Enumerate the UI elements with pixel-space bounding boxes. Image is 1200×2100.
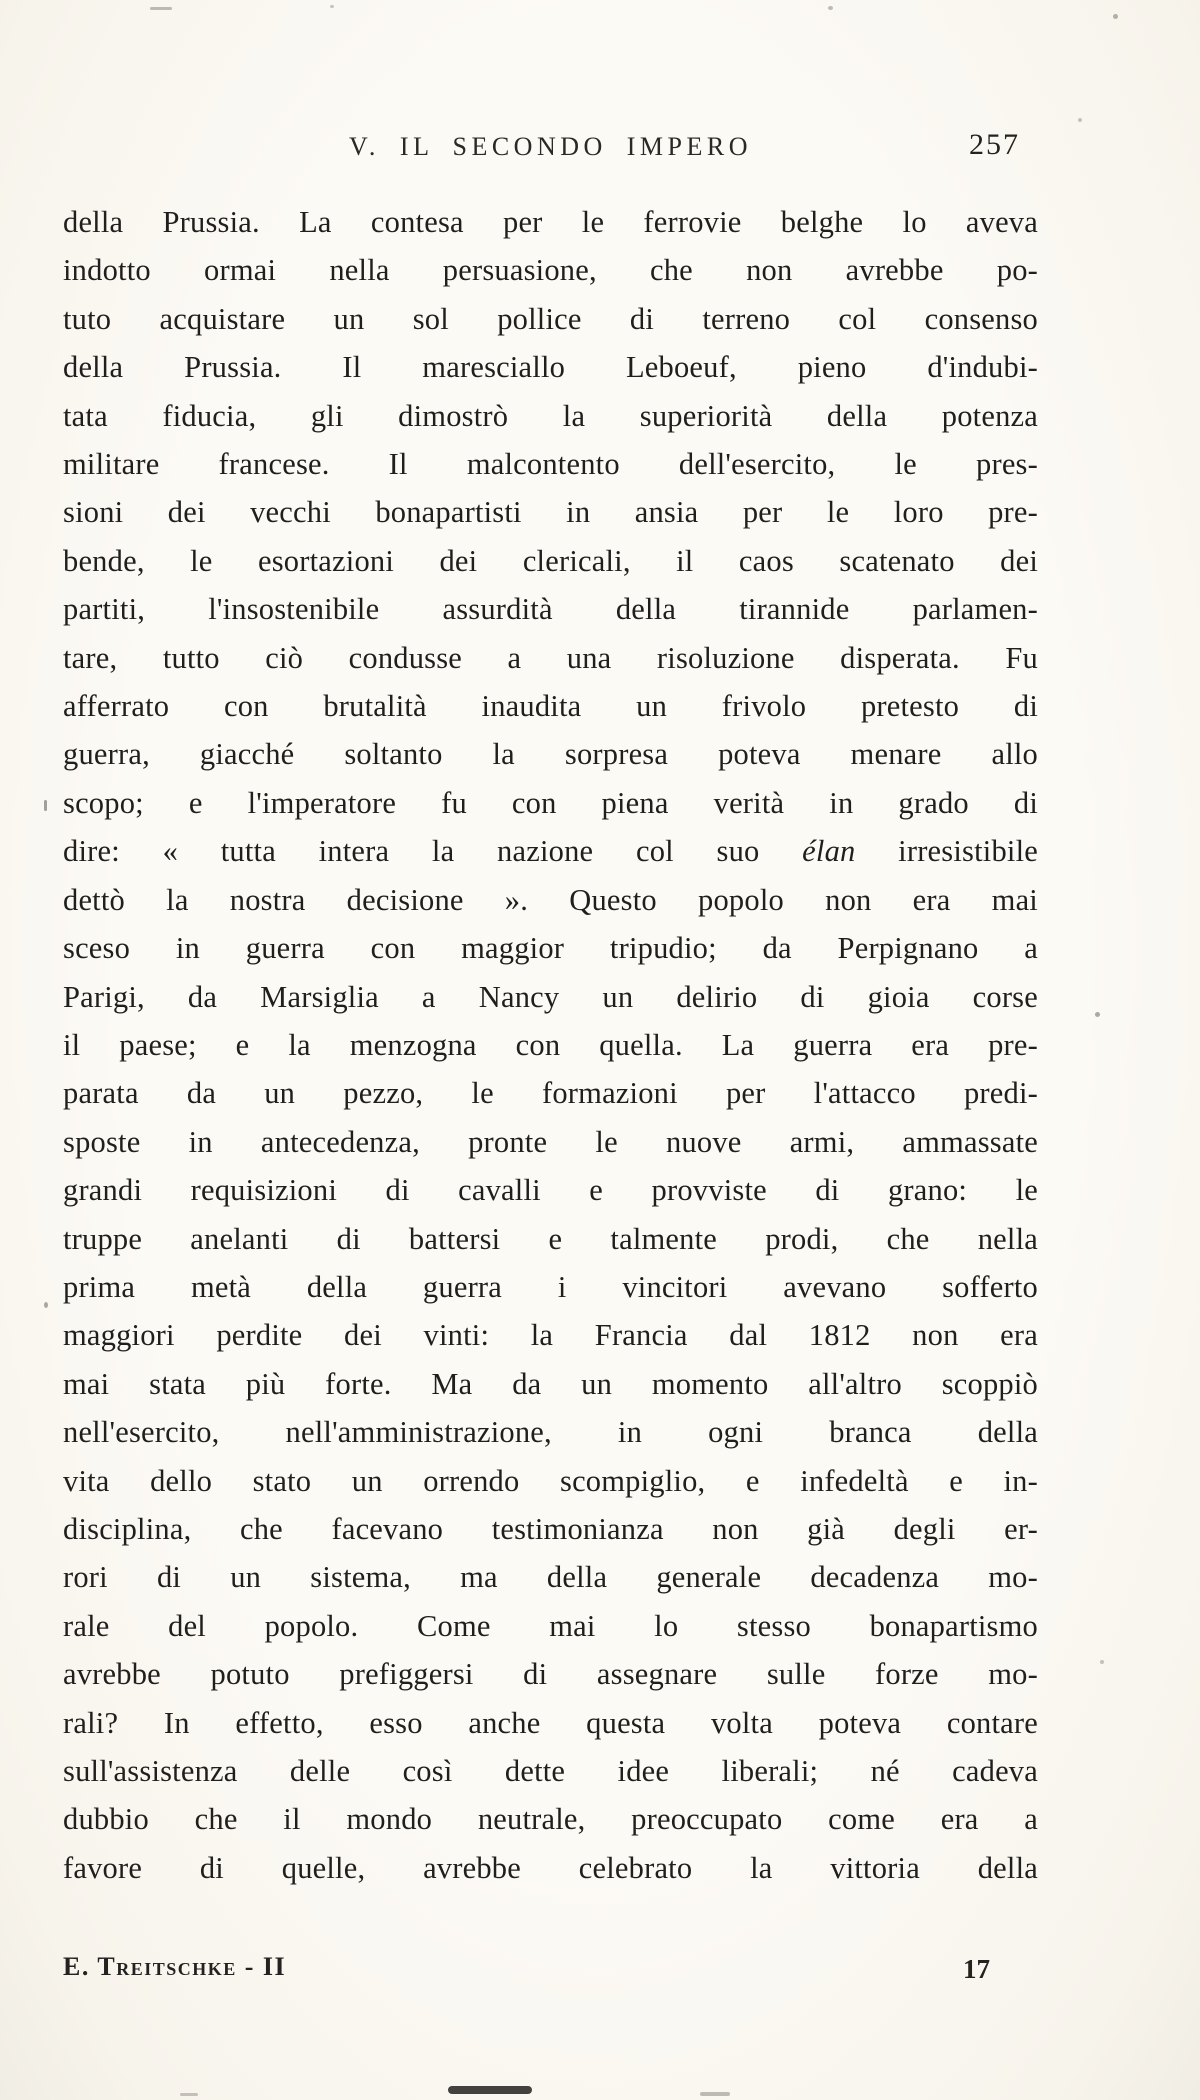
page-footer xyxy=(63,1952,1038,1992)
text-line: rori di un sistema, ma della generale decadenza mo- xyxy=(63,1560,1038,1595)
text-line: prima metà della guerra i vincitori avevano sofferto xyxy=(63,1269,1038,1304)
text-line: truppe anelanti di battersi e talmente prodi, che nella xyxy=(63,1221,1038,1256)
running-header xyxy=(63,128,1038,172)
text-line: militare francese. Il malcontento dell'esercito, le pres- xyxy=(63,447,1038,482)
footer-catchword: 17 xyxy=(963,1954,990,1984)
text-line: bende, le esortazioni dei clericali, il caos scatenato dei xyxy=(63,543,1038,578)
scan-speck xyxy=(44,800,47,811)
text-line: parata da un pezzo, le formazioni per l'attacco predi- xyxy=(63,1076,1038,1111)
text-line: rale del popolo. Come mai lo stesso bonapartismo xyxy=(63,1608,1038,1643)
text-line: sull'assistenza delle così dette idee liberali; né cadeva xyxy=(63,1754,1038,1788)
text-line: guerra, giacché soltanto la sorpresa poteva menare allo xyxy=(63,737,1038,772)
text-line: sceso in guerra con maggior tripudio; da Perpignano a xyxy=(63,931,1038,966)
text-line: partiti, l'insostenibile assurdità della tirannide parlamen- xyxy=(63,592,1038,627)
scan-speck xyxy=(150,7,172,10)
scan-speck xyxy=(44,1302,48,1308)
scan-speck xyxy=(1113,14,1118,19)
text-line: indotto ormai nella persuasione, che non avrebbe po- xyxy=(63,253,1038,288)
text-line: dire: « tutta intera la nazione col suo élan irresistibile xyxy=(63,834,1038,869)
text-line: dettò la nostra decisione ». Questo popolo non era mai xyxy=(63,882,1038,917)
scan-speck xyxy=(700,2092,730,2096)
text-line: tuto acquistare un sol pollice di terreno col consenso xyxy=(63,301,1038,336)
text-line: vita dello stato un orrendo scompiglio, e infedeltà e in- xyxy=(63,1463,1038,1498)
text-line: tata fiducia, gli dimostrò la superiorità della potenza xyxy=(63,398,1038,433)
scan-speck xyxy=(1100,1660,1104,1664)
text-line: maggiori perdite dei vinti: la Francia dal 1812 non era xyxy=(63,1318,1038,1353)
page-number: 257 xyxy=(969,128,1020,161)
scan-speck xyxy=(1095,1012,1100,1017)
text-line: disciplina, che facevano testimonianza non già degli er- xyxy=(63,1511,1038,1546)
text-line: il paese; e la menzogna con quella. La guerra era pre- xyxy=(63,1027,1038,1062)
text-line: sioni dei vecchi bonapartisti in ansia per le loro pre- xyxy=(63,495,1038,530)
footer-signature: E. Treitschke - II xyxy=(63,1952,287,1981)
scan-speck xyxy=(828,6,833,10)
scan-speck xyxy=(448,2086,532,2094)
text-line: favore di quelle, avrebbe celebrato la vittoria della xyxy=(63,1850,1038,1885)
text-line: mai stata più forte. Ma da un momento all'altro scoppiò xyxy=(63,1366,1038,1401)
text-line: afferrato con brutalità inaudita un frivolo pretesto di xyxy=(63,689,1038,724)
text-line: della Prussia. La contesa per le ferrovie belghe lo aveva xyxy=(63,205,1038,239)
text-line: sposte in antecedenza, pronte le nuove armi, ammassate xyxy=(63,1124,1038,1159)
text-line: avrebbe potuto prefiggersi di assegnare sulle forze mo- xyxy=(63,1657,1038,1692)
text-line: Parigi, da Marsiglia a Nancy un delirio di gioia corse xyxy=(63,979,1038,1014)
chapter-title: V. IL SECONDO IMPERO xyxy=(348,132,753,161)
scan-speck xyxy=(330,5,334,8)
text-line: della Prussia. Il maresciallo Leboeuf, pieno d'indubi- xyxy=(63,350,1038,385)
text-line: tare, tutto ciò condusse a una risoluzione disperata. Fu xyxy=(63,640,1038,675)
scan-speck xyxy=(1078,118,1082,122)
text-line: nell'esercito, nell'amministrazione, in ogni branca della xyxy=(63,1415,1038,1450)
text-line: dubbio che il mondo neutrale, preoccupato come era a xyxy=(63,1802,1038,1837)
text-line: grandi requisizioni di cavalli e provviste di grano: le xyxy=(63,1173,1038,1208)
text-line: rali? In effetto, esso anche questa volta poteva contare xyxy=(63,1705,1038,1740)
body-text xyxy=(63,198,1038,1892)
text-line: scopo; e l'imperatore fu con piena verità in grado di xyxy=(63,785,1038,820)
scan-speck xyxy=(180,2093,198,2096)
